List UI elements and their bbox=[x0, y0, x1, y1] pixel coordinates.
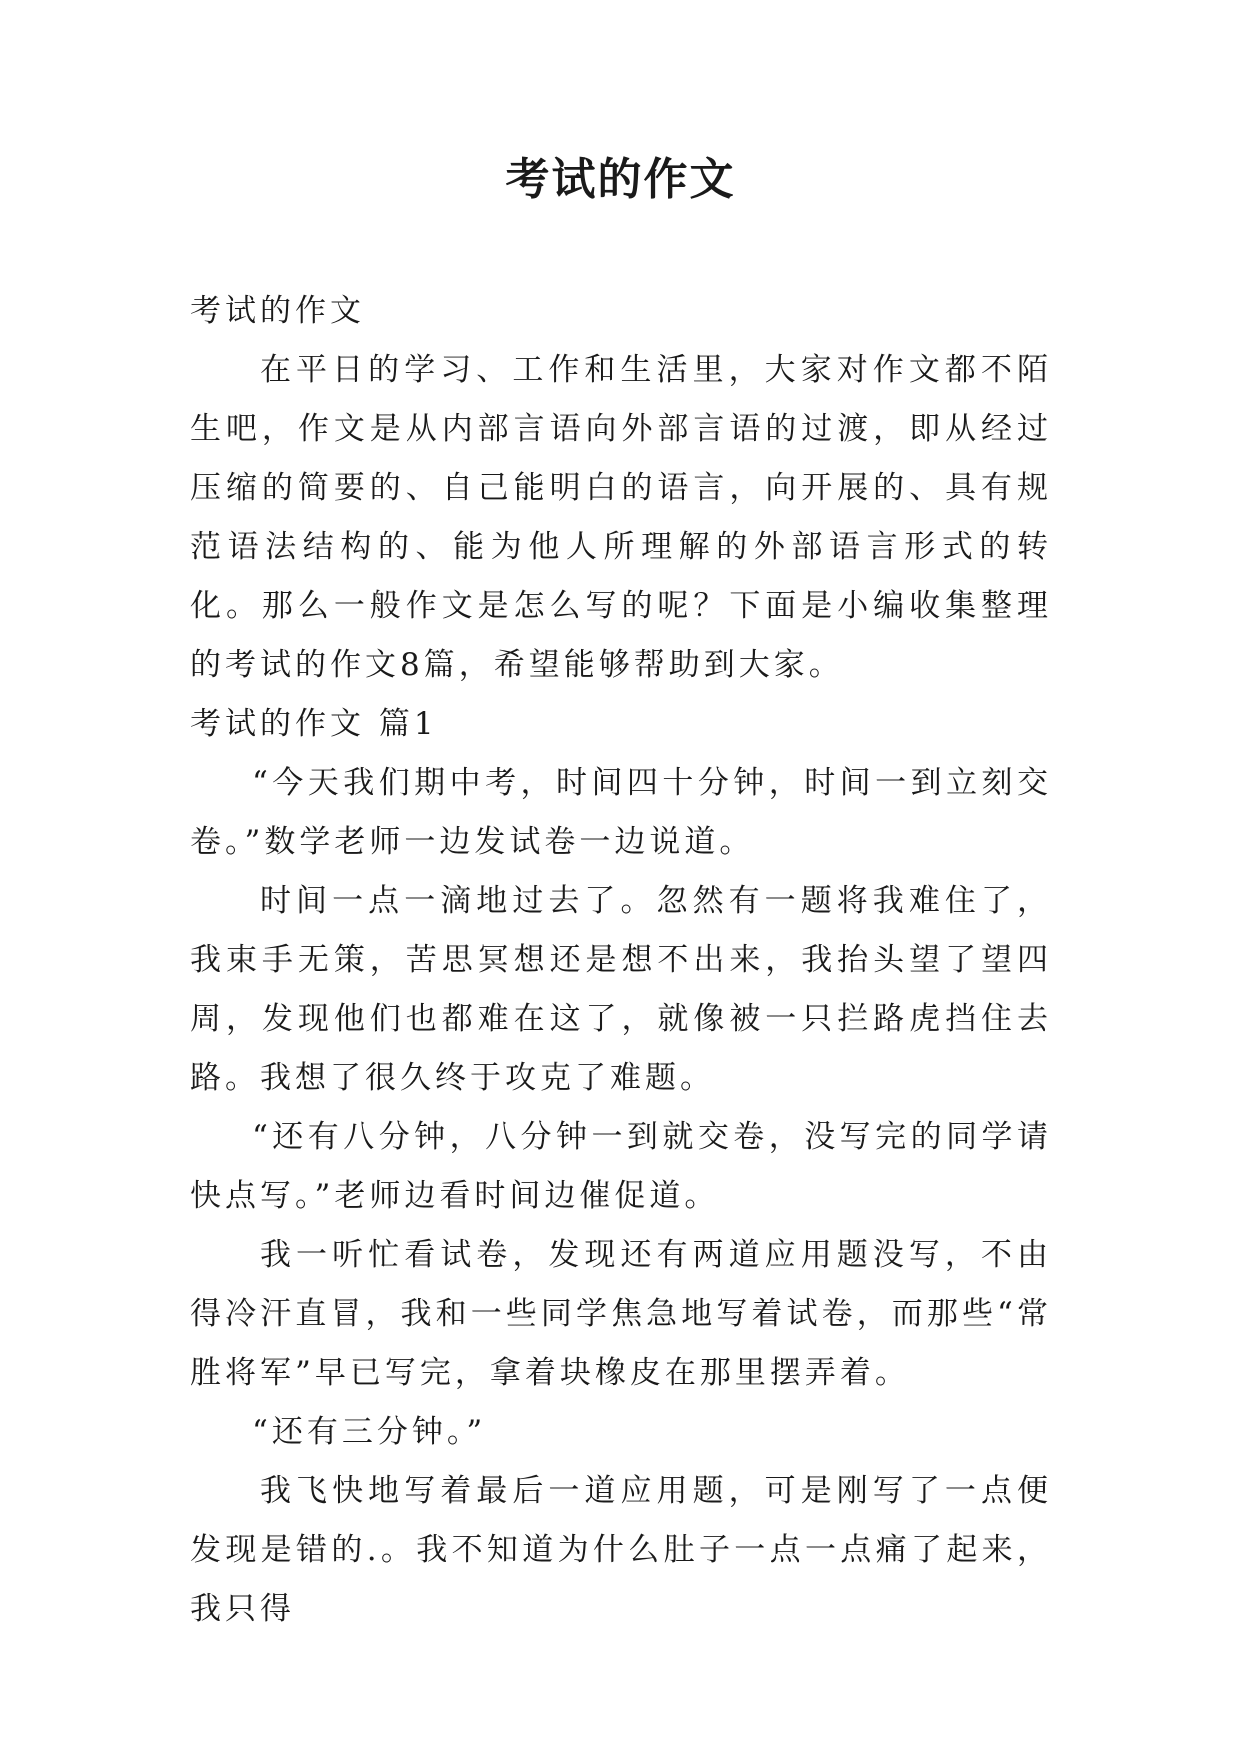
subtitle: 考试的作文 bbox=[190, 293, 365, 329]
document-body bbox=[190, 282, 1052, 1639]
paragraph: “还有八分钟，八分钟一到就交卷，没写完的同学请快点写。”老师边看时间边催促道。 bbox=[190, 1119, 1052, 1214]
intro-paragraph: 在平日的学习、工作和生活里，大家对作文都不陌生吧，作文是从内部言语向外部言语的过渡，即从经过压缩的简要的、自己能明白的语言，向开展的、具有规范语法结构的、能为他人所理解的外部语言形式的转化。那么一般作文是怎么写的呢？下面是小编收集整理的考试的作文8篇，希望能够帮助到大家。 bbox=[190, 352, 1052, 683]
section-heading: 考试的作文 篇1 bbox=[190, 706, 438, 742]
paragraph: 时间一点一滴地过去了。忽然有一题将我难住了，我束手无策，苦思冥想还是想不出来，我抬头望了望四周，发现他们也都难在这了，就像被一只拦路虎挡住去路。我想了很久终于攻克了难题。 bbox=[190, 883, 1052, 1096]
paragraph: 我飞快地写着最后一道应用题，可是刚写了一点便发现是错的.。我不知道为什么肚子一点一点痛了起来，我只得 bbox=[190, 1473, 1052, 1627]
paragraph: 我一听忙看试卷，发现还有两道应用题没写，不由得冷汗直冒，我和一些同学焦急地写着试卷，而那些“常胜将军”早已写完，拿着块橡皮在那里摆弄着。 bbox=[190, 1237, 1052, 1391]
document-title: 考试的作文 bbox=[505, 154, 736, 205]
paragraph: “今天我们期中考，时间四十分钟，时间一到立刻交卷。”数学老师一边发试卷一边说道。 bbox=[190, 765, 1052, 860]
paragraph: “还有三分钟。” bbox=[252, 1414, 487, 1450]
